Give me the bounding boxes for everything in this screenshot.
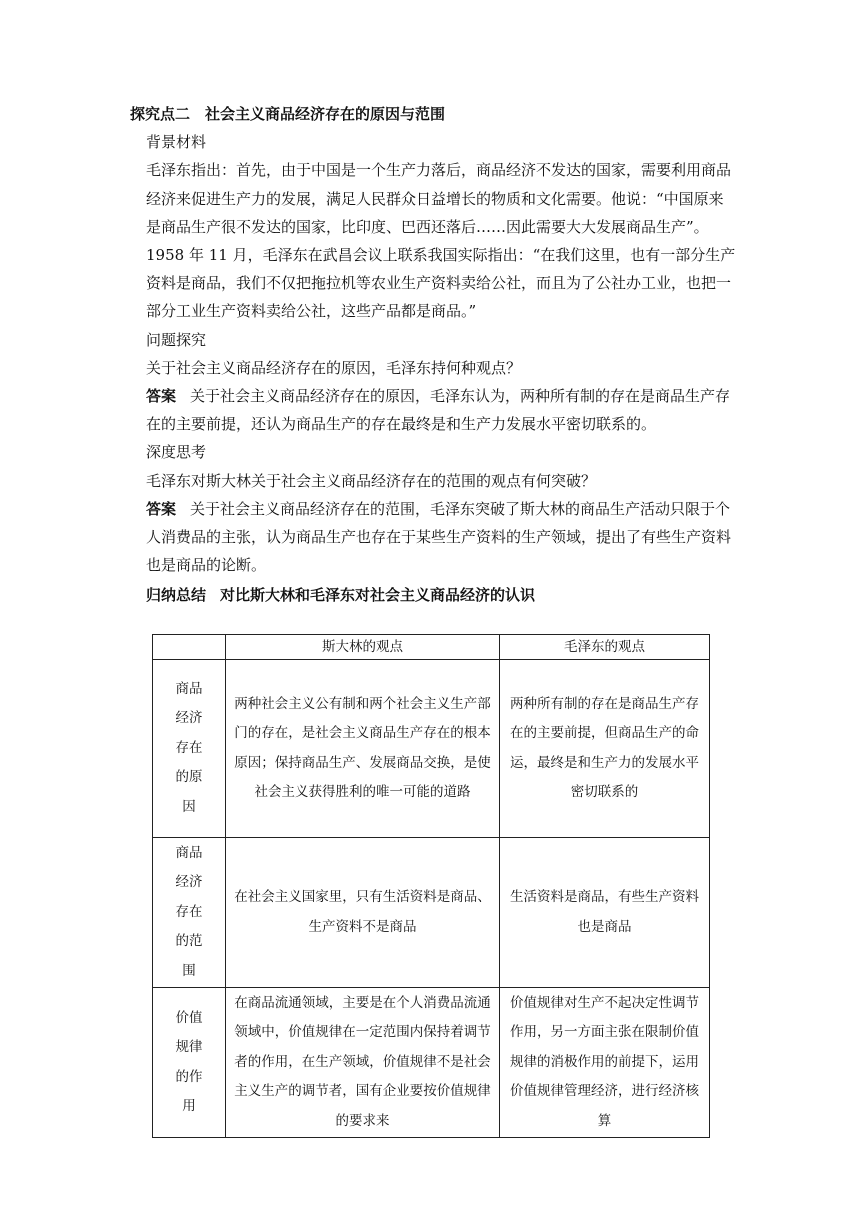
section-title: 探究点二 社会主义商品经济存在的原因与范围	[130, 105, 446, 123]
background-line: 资料是商品，我们不仅把拖拉机等农业生产资料卖给公社，而且为了公社办工业，也把一	[146, 274, 732, 293]
answer-label: 答案	[146, 499, 177, 518]
summary-title: 对比斯大林和毛泽东对社会主义商品经济的认识	[220, 586, 536, 605]
table-row	[153, 988, 710, 1138]
row-label: 商品经济存在的原因	[153, 660, 226, 838]
summary-heading	[146, 581, 724, 609]
answer-1	[146, 382, 731, 410]
deep-thinking-label: 深度思考	[146, 443, 207, 462]
mao-cell: 两种所有制的存在是商品生产存在的主要前提，但商品生产的命运，最终是和生产力的发展水平密切联系的	[500, 660, 710, 838]
table-header-cell: 斯大林的观点	[226, 635, 500, 660]
table-header-cell: 毛泽东的观点	[500, 635, 710, 660]
table-header-row	[153, 635, 710, 660]
background-line: 是商品生产很不发达的国家，比印度、巴西还落后……因此需要大大发展商品生产”。	[146, 217, 709, 236]
stalin-cell: 在商品流通领域，主要是在个人消费品流通领域中，价值规律在一定范围内保持着调节者的作用，在生产领域，价值规律不是社会主义生产的调节者，国有企业要按价值规律的要求来	[226, 988, 500, 1138]
mao-cell: 价值规律对生产不起决定性调节作用，另一方面主张在限制价值规律的消极作用的前提下，运用价值规律管理经济，进行经济核算	[500, 988, 710, 1138]
answer-line: 人消费品的主张，认为商品生产也存在于某些生产资料的生产领域，提出了有些生产资料	[146, 528, 732, 547]
mao-cell: 生活资料是商品，有些生产资料也是商品	[500, 838, 710, 988]
table-header-cell	[153, 635, 226, 660]
answer-line: 关于社会主义商品经济存在的范围，毛泽东突破了斯大林的商品生产活动只限于个	[190, 499, 731, 518]
row-label: 价值规律的作用	[153, 988, 226, 1138]
row-label: 商品经济存在的范围	[153, 838, 226, 988]
summary-label: 归纳总结	[146, 586, 207, 605]
background-line: 部分工业生产资料卖给公社，这些产品都是商品。”	[146, 302, 477, 321]
deep-question: 毛泽东对斯大林关于社会主义商品经济存在的范围的观点有何突破？	[146, 471, 597, 490]
background-line: 毛泽东指出：首先，由于中国是一个生产力落后，商品经济不发达的国家，需要利用商品	[146, 161, 732, 180]
answer-label: 答案	[146, 387, 177, 406]
table-row	[153, 838, 710, 988]
question-label: 问题探究	[146, 330, 207, 349]
background-line: 1958 年 11 月，毛泽东在武昌会议上联系我国实际指出：“在我们这里，也有一部分生产	[146, 246, 736, 265]
answer-line: 也是商品的论断。	[146, 556, 267, 575]
answer-line: 在的主要前提，还认为商品生产的存在最终是和生产力发展水平密切联系的。	[146, 415, 657, 434]
question-text: 关于社会主义商品经济存在的原因，毛泽东持何种观点？	[146, 358, 522, 377]
answer-line: 关于社会主义商品经济存在的原因，毛泽东认为，两种所有制的存在是商品生产存	[190, 387, 731, 406]
table-row	[153, 660, 710, 838]
comparison-table	[152, 634, 710, 1138]
background-paragraph	[146, 156, 736, 325]
background-line: 经济来促进生产力的发展，满足人民群众日益增长的物质和文化需要。他说：“中国原来	[146, 189, 724, 208]
background-label: 背景材料	[146, 133, 207, 152]
answer-2	[146, 495, 731, 523]
stalin-cell: 两种社会主义公有制和两个社会主义生产部门的存在，是社会主义商品生产存在的根本原因；保持商品生产、发展商品交换，是使社会主义获得胜利的唯一可能的道路	[226, 660, 500, 838]
document-body	[130, 100, 736, 610]
stalin-cell: 在社会主义国家里，只有生活资料是商品、生产资料不是商品	[226, 838, 500, 988]
